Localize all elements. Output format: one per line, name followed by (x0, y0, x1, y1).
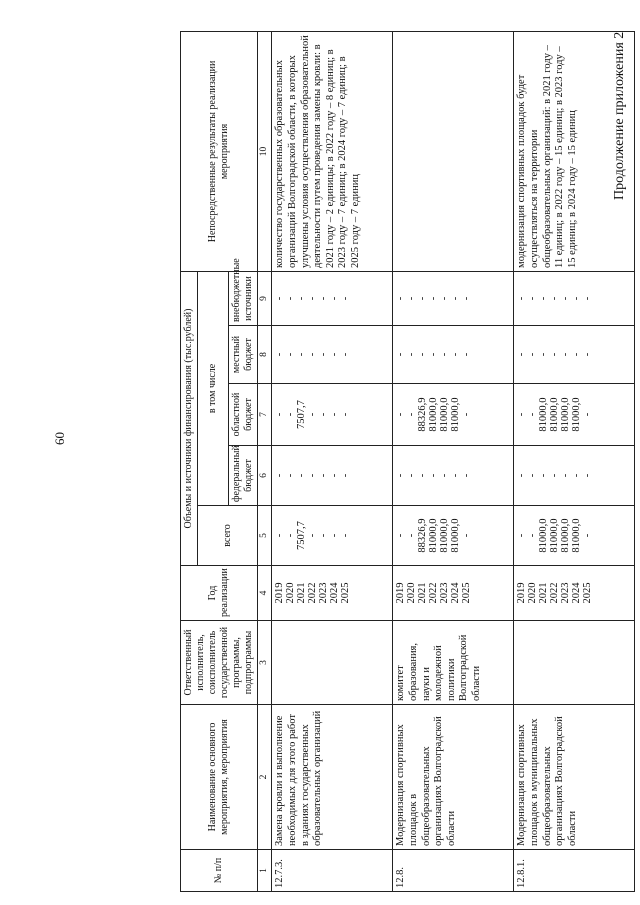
row-local-value: - (318, 352, 330, 357)
row-total-value: - (329, 533, 341, 538)
row-years-value: 2021 (538, 582, 550, 604)
col-number: 9 (258, 271, 272, 325)
row-extra-value: - (549, 296, 561, 301)
row-regional-value: 81000,0 (428, 397, 440, 432)
row-extra-value: - (274, 296, 286, 301)
row-years (272, 566, 393, 621)
row-years-value: 2020 (285, 582, 297, 604)
row-total-value: 81000,0 (538, 518, 550, 553)
row-years-value: 2025 (340, 582, 352, 604)
row-regional-value: - (461, 412, 473, 417)
row-regional-value: - (527, 412, 539, 417)
row-regional-value: 81000,0 (549, 397, 561, 432)
table-row (393, 31, 514, 891)
row-total (514, 506, 635, 566)
page-number: 60 (52, 432, 67, 445)
row-num: 12.8. (393, 850, 514, 892)
col-number: 2 (258, 705, 272, 850)
row-federal-value: - (560, 473, 572, 478)
row-regional-value: - (582, 412, 594, 417)
row-local (514, 326, 635, 384)
row-extra (514, 271, 635, 325)
row-local-value: - (527, 352, 539, 357)
row-years-value: 2021 (417, 582, 429, 604)
row-extra-value: - (395, 296, 407, 301)
row-total (272, 506, 393, 566)
row-num: 12.7.3. (272, 850, 393, 892)
row-extra-value: - (285, 296, 297, 301)
row-extra-value: - (516, 296, 528, 301)
row-total-value: 81000,0 (428, 518, 440, 553)
header-name: Наименование основного мероприятия, мероприятия (181, 705, 258, 850)
row-total-value: - (582, 533, 594, 538)
header-total: всего (198, 506, 258, 566)
row-result: модернизация спортивных площадок будет осуществляться на территории общеобразовательных организаций: в 2021 году – 11 единиц; в 2022 году – 15 единиц; в 2023 году – 15 единиц; в 2024 году – 15 единиц (514, 31, 635, 271)
row-extra-value: - (582, 296, 594, 301)
col-number: 7 (258, 384, 272, 446)
row-regional-value: 7507,7 (296, 400, 308, 429)
row-total-value: - (516, 533, 528, 538)
row-federal-value: - (538, 473, 550, 478)
row-regional-value: - (274, 412, 286, 417)
row-total-value: - (307, 533, 319, 538)
row-years-value: 2020 (527, 582, 539, 604)
row-result: количество государственных образовательных организаций Волгоградской области, в которых улучшены условия осуществления образовательной деятельности путем проведения замены кровли: в 2021 году – 2 единицы; в 2022 году – 8 единиц; в 2023 году – 7 единиц; в 2024 году – 7 единиц; в 2025 году – 7 единиц (272, 31, 393, 271)
row-executor: комитет образования, науки и молодежной политики Волгоградской области (393, 621, 514, 705)
row-local-value: - (582, 352, 594, 357)
appendix-title: Продолжение приложения 2 (612, 31, 627, 200)
row-regional-value: 81000,0 (571, 397, 583, 432)
row-local-value: - (340, 352, 352, 357)
row-name: Модернизация спортивных площадок в общеобразовательных организациях Волгоградской области (393, 705, 514, 850)
row-years-value: 2023 (439, 582, 451, 604)
row-federal-value: - (406, 473, 418, 478)
col-number: 3 (258, 621, 272, 705)
row-extra-value: - (406, 296, 418, 301)
col-number: 10 (258, 31, 272, 271)
row-federal-value: - (582, 473, 594, 478)
row-total-value: - (395, 533, 407, 538)
row-local-value: - (406, 352, 418, 357)
header-results: Непосредственные результаты реализации мероприятия (181, 31, 258, 271)
header-year: Год реализации (181, 566, 258, 621)
row-years-value: 2019 (395, 582, 407, 604)
header-funding: Объемы и источники финансирования (тыс.рублей) (181, 271, 198, 565)
rotated-table-container (180, 32, 620, 892)
row-regional-value: - (340, 412, 352, 417)
row-years-value: 2022 (428, 582, 440, 604)
row-federal-value: - (340, 473, 352, 478)
header-regional: областной бюджет (229, 384, 258, 446)
row-years-value: 2022 (307, 582, 319, 604)
row-years-value: 2022 (549, 582, 561, 604)
row-total (393, 506, 514, 566)
row-regional (272, 384, 393, 446)
row-num: 12.8.1. (514, 850, 635, 892)
row-regional-value: 81000,0 (538, 397, 550, 432)
row-result (393, 31, 514, 271)
col-number: 1 (258, 850, 272, 892)
row-regional (393, 384, 514, 446)
row-federal-value: - (395, 473, 407, 478)
row-local-value: - (461, 352, 473, 357)
row-total-value: - (406, 533, 418, 538)
row-regional-value: - (285, 412, 297, 417)
row-years-value: 2023 (560, 582, 572, 604)
row-total-value: 81000,0 (439, 518, 451, 553)
header-extra: внебюджетные источники (229, 271, 258, 325)
row-local-value: - (571, 352, 583, 357)
row-years-value: 2024 (571, 582, 583, 604)
row-local-value: - (538, 352, 550, 357)
row-federal (272, 446, 393, 506)
row-federal-value: - (527, 473, 539, 478)
row-total-value: 81000,0 (549, 518, 561, 553)
row-name: Модернизация спортивных площадок в муниципальных общеобразовательных организациях Волгоградской области (514, 705, 635, 850)
row-extra-value: - (428, 296, 440, 301)
row-total-value: - (527, 533, 539, 538)
row-years (393, 566, 514, 621)
row-extra-value: - (538, 296, 550, 301)
row-extra-value: - (296, 296, 308, 301)
row-executor (272, 621, 393, 705)
col-number: 8 (258, 326, 272, 384)
row-years-value: 2025 (461, 582, 473, 604)
row-regional-value: - (516, 412, 528, 417)
row-years-value: 2025 (582, 582, 594, 604)
row-total-value: - (461, 533, 473, 538)
row-regional-value: - (318, 412, 330, 417)
row-regional-value: - (406, 412, 418, 417)
header-federal: федеральный бюджет (229, 446, 258, 506)
row-regional-value: 88326,9 (417, 397, 429, 432)
row-total-value: - (340, 533, 352, 538)
row-extra-value: - (318, 296, 330, 301)
row-federal-value: - (296, 473, 308, 478)
row-regional-value: - (307, 412, 319, 417)
row-extra-value: - (329, 296, 341, 301)
row-local-value: - (285, 352, 297, 357)
row-regional-value: 81000,0 (450, 397, 462, 432)
header-local: местный бюджет (229, 326, 258, 384)
row-federal-value: - (428, 473, 440, 478)
row-federal-value: - (285, 473, 297, 478)
col-number: 4 (258, 566, 272, 621)
row-local (272, 326, 393, 384)
row-extra-value: - (450, 296, 462, 301)
row-local (393, 326, 514, 384)
row-extra-value: - (417, 296, 429, 301)
row-total-value: 81000,0 (571, 518, 583, 553)
row-executor (514, 621, 635, 705)
row-federal-value: - (274, 473, 286, 478)
header-num: № п/п (181, 850, 258, 892)
row-years-value: 2019 (274, 582, 286, 604)
row-total-value: 88326,9 (417, 518, 429, 553)
row-federal (514, 446, 635, 506)
col-number: 5 (258, 506, 272, 566)
header-incl: в том числе (198, 271, 229, 505)
row-extra-value: - (527, 296, 539, 301)
row-federal-value: - (329, 473, 341, 478)
row-extra-value: - (571, 296, 583, 301)
row-extra-value: - (340, 296, 352, 301)
row-years-value: 2019 (516, 582, 528, 604)
row-regional-value: - (329, 412, 341, 417)
row-local-value: - (516, 352, 528, 357)
row-federal-value: - (318, 473, 330, 478)
row-regional-value: 81000,0 (560, 397, 572, 432)
table-row (272, 31, 393, 891)
row-local-value: - (395, 352, 407, 357)
row-federal-value: - (516, 473, 528, 478)
row-years (514, 566, 635, 621)
table-body (272, 31, 635, 891)
row-federal-value: - (450, 473, 462, 478)
row-years-value: 2024 (450, 582, 462, 604)
row-years-value: 2023 (318, 582, 330, 604)
row-federal-value: - (549, 473, 561, 478)
row-local-value: - (560, 352, 572, 357)
row-years-value: 2020 (406, 582, 418, 604)
row-total-value: - (274, 533, 286, 538)
row-total-value: 7507,7 (296, 521, 308, 550)
row-extra-value: - (560, 296, 572, 301)
row-name: Замена кровли и выполнение необходимых для этого работ в зданиях государственных образовательных организаций (272, 705, 393, 850)
row-total-value: - (285, 533, 297, 538)
row-local-value: - (549, 352, 561, 357)
row-regional (514, 384, 635, 446)
row-extra (272, 271, 393, 325)
table-row (514, 31, 635, 891)
row-total-value: 81000,0 (450, 518, 462, 553)
row-years-value: 2021 (296, 582, 308, 604)
row-regional-value: - (395, 412, 407, 417)
row-years-value: 2024 (329, 582, 341, 604)
row-extra-value: - (461, 296, 473, 301)
row-local-value: - (450, 352, 462, 357)
header-executor: Ответственный исполнитель, соисполнитель государственной программы, подпрограммы (181, 621, 258, 705)
row-regional-value: 81000,0 (439, 397, 451, 432)
row-federal-value: - (571, 473, 583, 478)
row-federal-value: - (461, 473, 473, 478)
funding-table (180, 31, 635, 892)
row-local-value: - (274, 352, 286, 357)
row-local-value: - (417, 352, 429, 357)
row-extra-value: - (439, 296, 451, 301)
row-local-value: - (296, 352, 308, 357)
row-local-value: - (439, 352, 451, 357)
row-local-value: - (428, 352, 440, 357)
row-federal-value: - (439, 473, 451, 478)
row-local-value: - (307, 352, 319, 357)
row-total-value: - (318, 533, 330, 538)
row-federal-value: - (307, 473, 319, 478)
row-extra (393, 271, 514, 325)
row-federal-value: - (417, 473, 429, 478)
col-number: 6 (258, 446, 272, 506)
row-local-value: - (329, 352, 341, 357)
row-federal (393, 446, 514, 506)
row-extra-value: - (307, 296, 319, 301)
row-total-value: 81000,0 (560, 518, 572, 553)
